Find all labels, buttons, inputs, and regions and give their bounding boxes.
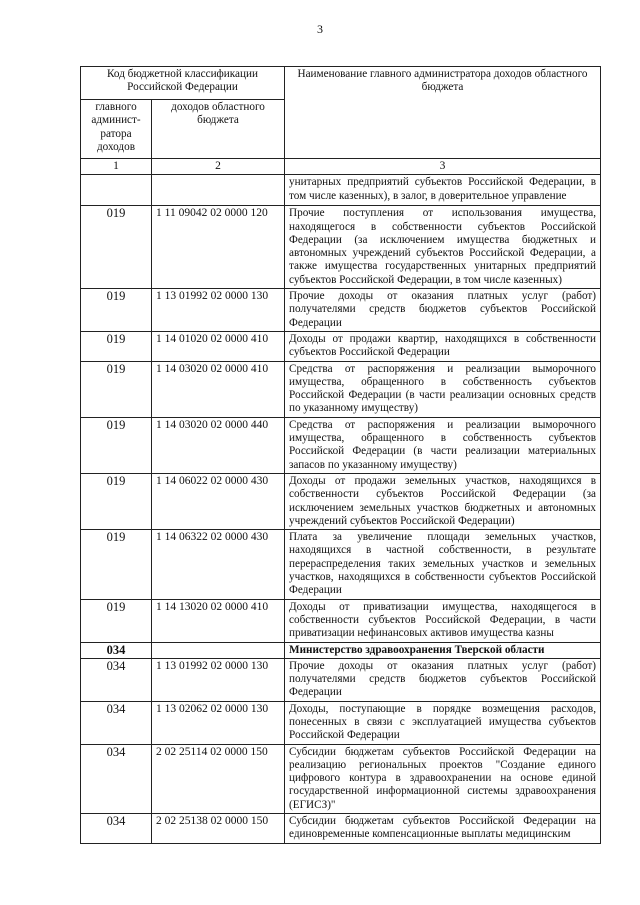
- column-number-3: 3: [285, 159, 601, 175]
- admin-code-cell: 034: [81, 658, 152, 701]
- admin-code-cell: 019: [81, 530, 152, 599]
- table-row: [81, 642, 601, 658]
- income-name-cell: Доходы от приватизации имущества, находящегося в собственности субъектов Российской Федерации, в части приватизации нефинансовых активов имущества казны: [285, 599, 601, 642]
- table-row: [81, 599, 601, 642]
- income-name-cell: Доходы от продажи квартир, находящихся в собственности субъектов Российской Федерации: [285, 331, 601, 361]
- income-name-cell: Прочие доходы от оказания платных услуг (работ) получателями средств бюджетов субъектов Российской Федерации: [285, 289, 601, 332]
- table-row: [81, 658, 601, 701]
- income-code-cell: 1 14 03020 02 0000 440: [152, 417, 285, 473]
- income-name-cell: унитарных предприятий субъектов Российской Федерации, в том числе казенных), в залог, в доверительное управление: [285, 175, 601, 206]
- header-row-group: [81, 67, 601, 100]
- income-code-cell: [152, 175, 285, 206]
- income-code-cell: 1 14 06322 02 0000 430: [152, 530, 285, 599]
- income-name-cell: Средства от распоряжения и реализации выморочного имущества, обращенного в собственность субъектов Российской Федерации (в части реализации основных средств по указанному имуществу): [285, 361, 601, 417]
- income-code-cell: 2 02 25114 02 0000 150: [152, 744, 285, 813]
- income-name-cell: Доходы, поступающие в порядке возмещения расходов, понесенных в связи с эксплуатацией имущества субъектов Российской Федерации: [285, 701, 601, 744]
- column-number-1: 1: [81, 159, 152, 175]
- income-name-cell: Субсидии бюджетам субъектов Российской Федерации на реализацию региональных проектов "Создание единого цифрового контура в здравоохранении на основе единой государственной информационной системы здравоохранения (ЕГИСЗ)": [285, 744, 601, 813]
- income-name-cell: Доходы от продажи земельных участков, находящихся в собственности субъектов Российской Федерации (за исключением земельных участков бюджетных и автономных учреждений субъектов Российской Федерации): [285, 473, 601, 529]
- header-name-column: Наименование главного администратора доходов областного бюджета: [285, 67, 601, 159]
- table-row: [81, 744, 601, 813]
- income-code-cell: 1 14 13020 02 0000 410: [152, 599, 285, 642]
- income-code-cell: 1 13 01992 02 0000 130: [152, 658, 285, 701]
- table-row: [81, 701, 601, 744]
- admin-code-cell: 034: [81, 701, 152, 744]
- income-code-cell: 1 14 01020 02 0000 410: [152, 331, 285, 361]
- admin-code-cell: 034: [81, 642, 152, 658]
- table-row: [81, 289, 601, 332]
- income-name-cell: Плата за увеличение площади земельных участков, находящихся в частной собственности, в результате перераспределения таких земельных участков и земельных участков, находящихся в собственности субъектов Российской Федерации: [285, 530, 601, 599]
- column-number-2: 2: [152, 159, 285, 175]
- admin-code-cell: 019: [81, 289, 152, 332]
- table-row: [81, 175, 601, 206]
- income-code-cell: 1 13 01992 02 0000 130: [152, 289, 285, 332]
- income-name-cell: Средства от распоряжения и реализации выморочного имущества, обращенного в собственность субъектов Российской Федерации (в части реализации материальных запасов по указанному имуществу): [285, 417, 601, 473]
- header-group-title: Код бюджетной классификации Российской Федерации: [81, 67, 285, 100]
- income-name-cell: Субсидии бюджетам субъектов Российской Федерации на единовременные компенсационные выплаты медицинским: [285, 814, 601, 844]
- income-name-cell: Прочие доходы от оказания платных услуг (работ) получателями средств бюджетов субъектов Российской Федерации: [285, 658, 601, 701]
- column-numbers-row: [81, 159, 601, 175]
- table-row: [81, 331, 601, 361]
- table-row: [81, 417, 601, 473]
- admin-code-cell: 019: [81, 206, 152, 289]
- admin-code-cell: 034: [81, 814, 152, 844]
- admin-code-cell: 019: [81, 331, 152, 361]
- admin-code-cell: 034: [81, 744, 152, 813]
- budget-classification-table: [80, 66, 601, 844]
- table-row: [81, 361, 601, 417]
- table-row: [81, 814, 601, 844]
- income-code-cell: [152, 642, 285, 658]
- income-code-cell: 1 13 02062 02 0000 130: [152, 701, 285, 744]
- admin-code-cell: 019: [81, 361, 152, 417]
- income-code-cell: 1 11 09042 02 0000 120: [152, 206, 285, 289]
- income-name-cell: Прочие поступления от использования имущества, находящегося в собственности субъектов Российской Федерации (за исключением имущества бюджетных и автономных учреждений субъектов Российской Федерации, а также имущества государственных унитарных предприятий субъектов Российской Федерации, в том числе казенных): [285, 206, 601, 289]
- header-admin-column: главного админист-ратора доходов: [81, 100, 152, 159]
- admin-code-cell: 019: [81, 473, 152, 529]
- admin-code-cell: 019: [81, 599, 152, 642]
- page-number: 3: [317, 22, 323, 36]
- table-row: [81, 530, 601, 599]
- income-code-cell: 1 14 03020 02 0000 410: [152, 361, 285, 417]
- header-code-column: доходов областного бюджета: [152, 100, 285, 159]
- income-name-cell: Министерство здравоохранения Тверской области: [285, 642, 601, 658]
- admin-code-cell: 019: [81, 417, 152, 473]
- admin-code-cell: [81, 175, 152, 206]
- income-code-cell: 2 02 25138 02 0000 150: [152, 814, 285, 844]
- table-row: [81, 206, 601, 289]
- table-row: [81, 473, 601, 529]
- income-code-cell: 1 14 06022 02 0000 430: [152, 473, 285, 529]
